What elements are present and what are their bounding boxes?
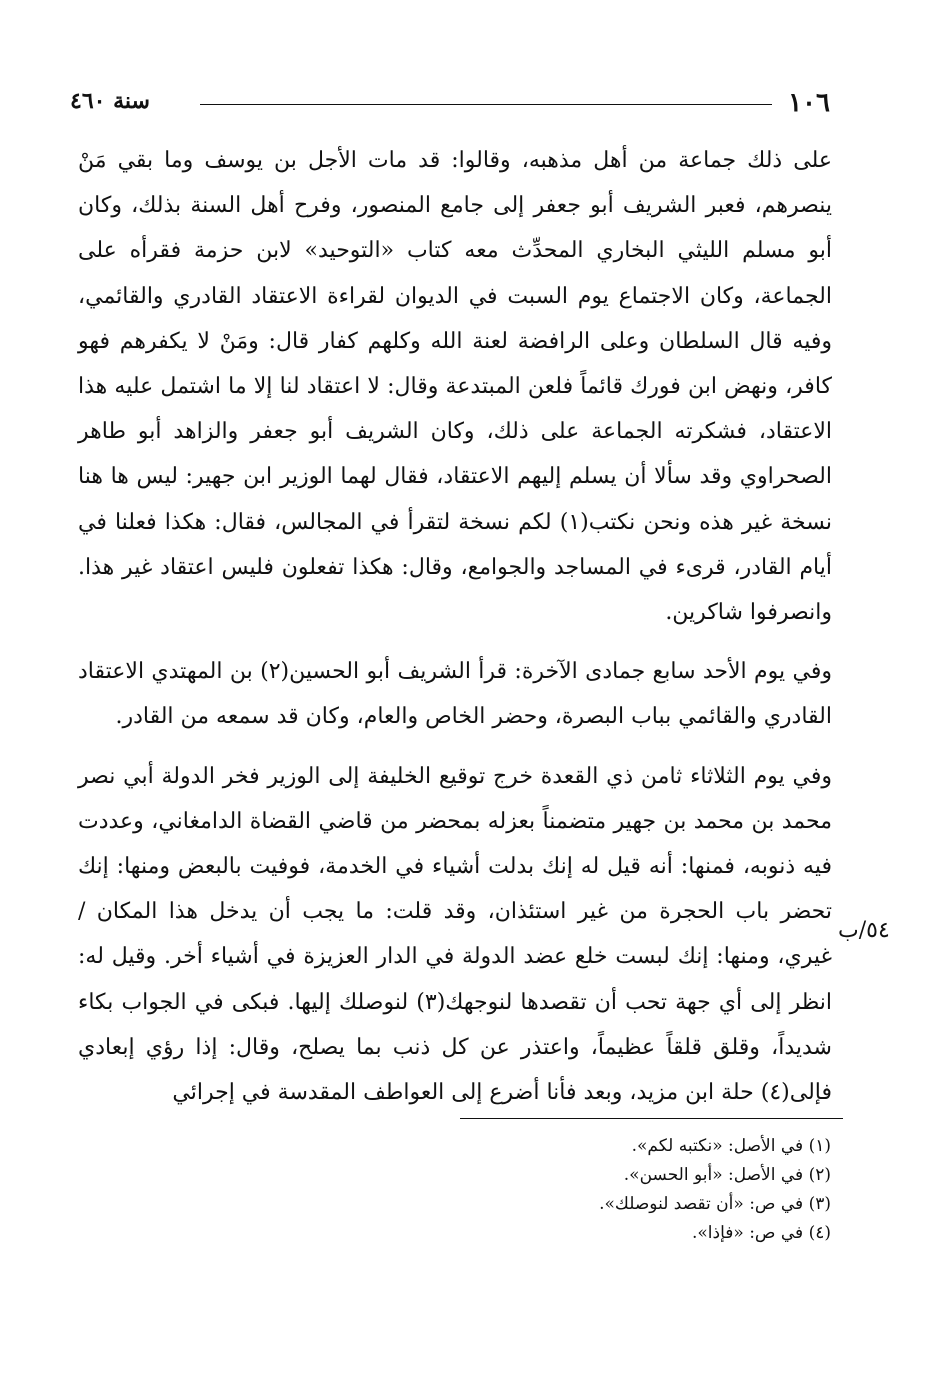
footnotes <box>599 1132 831 1248</box>
page-number: ١٠٦ <box>788 88 830 118</box>
main-text <box>78 138 832 1115</box>
footnote-rule <box>460 1118 843 1119</box>
footnote: (٣) في ص: «أن تقصد لنوصلك». <box>599 1194 831 1214</box>
header-rule <box>200 104 772 105</box>
footnote: (٤) في ص: «فإذا». <box>691 1223 831 1243</box>
marginal-folio-note: ٥٤/ب <box>838 918 890 943</box>
running-header <box>70 88 830 118</box>
footnote: (٢) في الأصل: «أبو الحسن». <box>623 1165 831 1185</box>
year-label: سنة ٤٦٠ <box>70 88 150 114</box>
paragraph: على ذلك جماعة من أهل مذهبه، وقالوا: قد مات الأجل بن يوسف وما بقي مَنْ ينصرهم، فعبر الشريف أبو جعفر إلى جامع المنصور، وفرح أهل السنة بذلك، وكان أبو مسلم الليثي البخاري المحدِّث معه كتاب «التوحيد» لابن حزمة فقرأه على الجماعة، وكان الاجتماع يوم السبت في الديوان لقراءة الاعتقاد القادري والقائمي، وفيه قال السلطان وعلى الرافضة لعنة الله وكلهم كفار قال: ومَنْ لا يكفرهم فهو كافر، ونهض ابن فورك قائماً فلعن المبتدعة وقال: لا اعتقاد لنا إلا ما اشتمل عليه هذا الاعتقاد، فشكرته الجماعة على ذلك، وكان الشريف أبو جعفر والزاهد أبو طاهر الصحراوي وقد سألا أن يسلم إليهم الاعتقاد، فقال لهما الوزير ابن جهير: ليس ها هنا نسخة غير هذه ونحن نكتب(١) لكم نسخة لتقرأ في المجالس، فقال: هكذا فعلنا في أيام القادر، قرىء في المساجد والجوامع، وقال: هكذا تفعلون فليس اعتقاد غير هذا. وانصرفوا شاكرين. <box>78 148 833 626</box>
footnote: (١) في الأصل: «نكتبه لكم». <box>631 1136 831 1156</box>
paragraph: وفي يوم الأحد سابع جمادى الآخرة: قرأ الشريف أبو الحسين(٢) بن المهتدي الاعتقاد القادري والقائمي بباب البصرة، وحضر الخاص والعام، وكان قد سمعه من القادر. <box>78 659 832 730</box>
paragraph: وفي يوم الثلاثاء ثامن ذي القعدة خرج توقيع الخليفة إلى الوزير فخر الدولة أبي نصر محمد بن محمد بن جهير متضمناً بعزله بمحضر من قاضي القضاة الدامغاني، وعددت فيه ذنوبه، فمنها: أنه قيل له إنك بدلت أشياء في الخدمة، فوفيت بالبعض ومنها: إنك تحضر باب الحجرة من غير استئذان، وقد قلت: ما يجب أن يدخل هذا المكان / غيري، ومنها: إنك لبست خلع عضد الدولة في الدار العزيزة في أشياء أخر. وقيل له: انظر إلى أي جهة تحب أن تقصدها لنوجهك(٣) لنوصلك إليها. فبكى في الجواب بكاء شديداً، وقلق قلقاً عظيماً، واعتذر عن كل ذنب بما يصلح، وقال: إذا رؤي إبعادي فإلى(٤) حلة ابن مزيد، وبعد فأنا أضرع إلى العواطف المقدسة في إجرائي <box>78 763 832 1106</box>
